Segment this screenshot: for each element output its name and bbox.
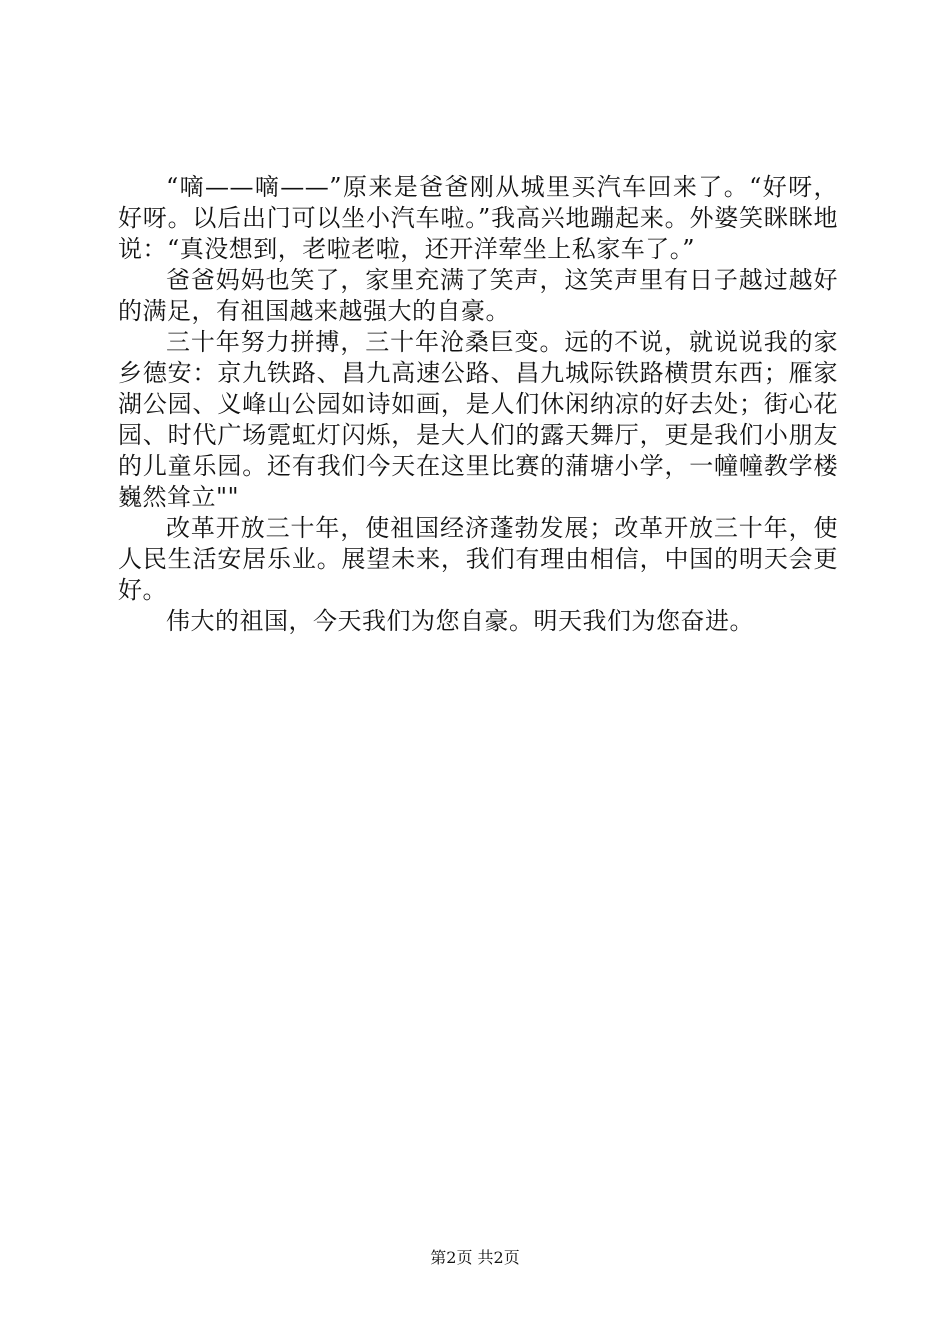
- page-footer: 第2页 共2页: [430, 1248, 520, 1267]
- paragraph-3: 三十年努力拼搏，三十年沧桑巨变。远的不说，就说说我的家乡德安：京九铁路、昌九高速公路、昌九城际铁路横贯东西；雁家湖公园、义峰山公园如诗如画，是人们休闲纳凉的好去处；街心花园、时代广场霓虹灯闪烁，是大人们的露天舞厅，更是我们小朋友的儿童乐园。还有我们今天在这里比赛的蒲塘小学，一幢幢教学楼巍然耸立"": [118, 328, 838, 511]
- paragraph-4: 改革开放三十年，使祖国经济蓬勃发展；改革开放三十年，使人民生活安居乐业。展望未来，我们有理由相信，中国的明天会更好。: [118, 514, 838, 604]
- paragraph-5: 伟大的祖国，今天我们为您自豪。明天我们为您奋进。: [166, 607, 754, 635]
- document-body: [118, 172, 838, 637]
- paragraph-1: “嘀——嘀——”原来是爸爸刚从城里买汽车回来了。“好呀，好呀。以后出门可以坐小汽车啦。”我高兴地蹦起来。外婆笑眯眯地说：“真没想到，老啦老啦，还开洋荤坐上私家车了。”: [118, 173, 838, 263]
- paragraph-2: 爸爸妈妈也笑了，家里充满了笑声，这笑声里有日子越过越好的满足，有祖国越来越强大的自豪。: [118, 266, 838, 325]
